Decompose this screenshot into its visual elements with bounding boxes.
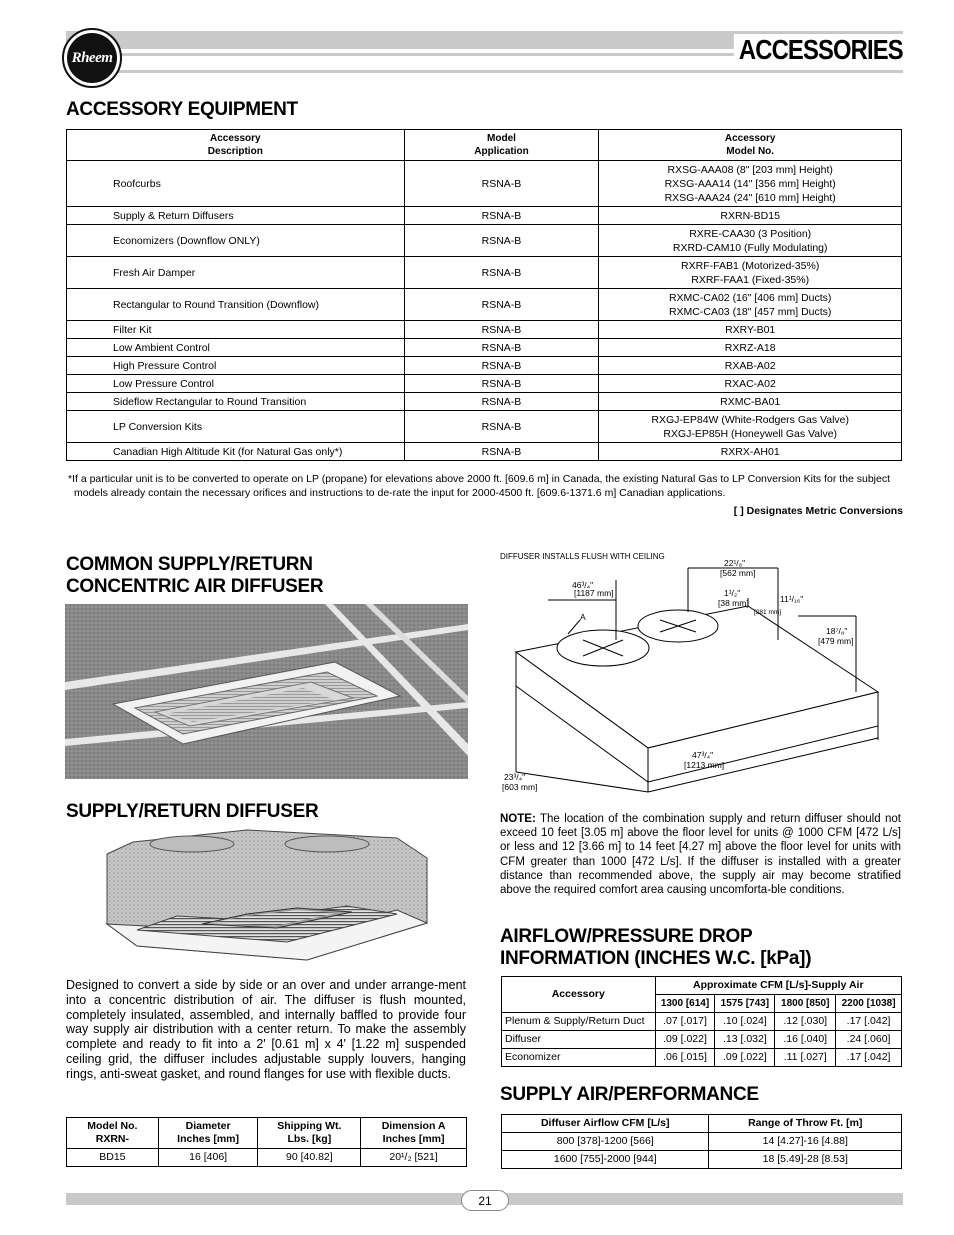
model-number: RXRY-B01	[725, 323, 776, 336]
accessory-app-cell: RSNA-B	[404, 257, 599, 289]
accessory-app-cell: RSNA-B	[404, 339, 599, 357]
table-row	[502, 1151, 902, 1169]
rxrn-diameter-cell: 16 [406]	[158, 1149, 258, 1167]
model-number: RXGJ-EP85H (Honeywell Gas Valve)	[663, 427, 838, 440]
accessory-model-cell	[599, 161, 902, 207]
dim-281mm: [281 mm]	[754, 609, 782, 616]
accessory-app-cell: RSNA-B	[404, 207, 599, 225]
dim-38mm: [38 mm]	[718, 598, 749, 608]
airflow-cfm-header: 1300 [614]	[655, 995, 715, 1013]
accessory-app-cell: RSNA-B	[404, 321, 599, 339]
airflow-value-cell: .06 [.015]	[655, 1049, 715, 1067]
table-row	[502, 1049, 902, 1067]
accessory-model-cell	[599, 339, 902, 357]
accessory-desc-cell: High Pressure Control	[67, 357, 405, 375]
accessory-desc-cell: Fresh Air Damper	[67, 257, 405, 289]
accessory-app-cell: RSNA-B	[404, 289, 599, 321]
model-number: RXSG-AAA24 (24" [610 mm] Height)	[664, 191, 836, 204]
table-header-row	[67, 130, 902, 161]
perf-col-airflow: Diffuser Airflow CFM [L/s]	[502, 1115, 709, 1133]
dim-1-1-2: 1¹/₂"	[724, 588, 741, 598]
accessory-app-cell: RSNA-B	[404, 225, 599, 257]
accessory-model-cell	[599, 357, 902, 375]
col-header-description: Accessory Description	[67, 130, 405, 161]
note-text: The location of the combination supply and return diffuser should not exceed 10 feet [3.05 m] above the floor level for units @ 1000 CFM [472 L/s] or less and 12 [3.66 m] to 14 feet [4.27 m] above the floor level for units with CFM greater than 1000 [472 L/s]. If the diffuser is installed with a greater distance than recommended above, the supply air may become stratified above the required comfort area causing uncomforta-ble conditions.	[500, 813, 901, 897]
airflow-group-header: Approximate CFM [L/s]-Supply Air	[655, 977, 901, 995]
airflow-heading: AIRFLOW/PRESSURE DROP INFORMATION (INCHES W.C. [kPa])	[500, 926, 812, 969]
accessory-desc-cell: Filter Kit	[67, 321, 405, 339]
accessory-desc-cell: Roofcurbs	[67, 161, 405, 207]
diffuser-description: Designed to convert a side by side or an over and under arrange-ment into a concentric distribution of air. The diffuser is flush mounted, completely insulated, assembled, and internally baffled to provide four way supply air distribution with a center return. To make the assembly complete and ready to fit into a 2' [0.61 m] x 4' [1.22 m] suspended ceiling grid, the diffuser includes adjustable supply louvers, hanging rings, anti-sweat gasket, and round flanges for use with flexible ducts.	[66, 978, 466, 1081]
airflow-value-cell: .13 [.032]	[715, 1031, 775, 1049]
model-number: RXSG-AAA08 (8" [203 mm] Height)	[667, 163, 833, 176]
accessory-app-cell: RSNA-B	[404, 393, 599, 411]
model-number: RXRD-CAM10 (Fully Modulating)	[672, 241, 828, 254]
perf-airflow-cell: 1600 [755]-2000 [944]	[502, 1151, 709, 1169]
accessory-table	[66, 129, 902, 461]
col-header-application: Model Application	[404, 130, 599, 161]
table-row	[67, 161, 902, 207]
accessory-desc-cell: Economizers (Downflow ONLY)	[67, 225, 405, 257]
airflow-value-cell: .17 [.042]	[836, 1013, 902, 1031]
diffuser-dimension-diagram	[498, 560, 903, 800]
accessory-model-cell	[599, 443, 902, 461]
airflow-value-cell: .09 [.022]	[655, 1031, 715, 1049]
airflow-table	[501, 976, 902, 1067]
accessory-equipment-heading: ACCESSORY EQUIPMENT	[66, 99, 298, 120]
model-number: RXGJ-EP84W (White-Rodgers Gas Valve)	[651, 413, 849, 426]
metric-note: [ ] Designates Metric Conversions	[733, 505, 903, 517]
supply-return-heading: SUPPLY/RETURN DIFFUSER	[66, 801, 319, 822]
airflow-cfm-header: 1575 [743]	[715, 995, 775, 1013]
airflow-accessory-cell: Plenum & Supply/Return Duct	[502, 1013, 656, 1031]
rxrn-weight-cell: 90 [40.82]	[258, 1149, 361, 1167]
accessory-app-cell: RSNA-B	[404, 375, 599, 393]
dim-1213mm: [1213 mm]	[684, 760, 725, 770]
model-number: RXAC-A02	[724, 377, 776, 390]
accessory-app-cell: RSNA-B	[404, 443, 599, 461]
accessory-model-cell	[599, 393, 902, 411]
dim-11-1-16: 11¹/₁₆"	[780, 594, 804, 604]
performance-heading: SUPPLY AIR/PERFORMANCE	[500, 1084, 759, 1105]
perf-col-throw: Range of Throw Ft. [m]	[709, 1115, 902, 1133]
dim-18-7-8: 18⁷/₈"	[826, 626, 848, 636]
airflow-value-cell: .10 [.024]	[715, 1013, 775, 1031]
table-row	[67, 257, 902, 289]
model-number: RXMC-CA03 (18" [457 mm] Ducts)	[668, 305, 832, 318]
dim-562mm: [562 mm]	[720, 568, 756, 578]
rxrn-col-diameter: Diameter Inches [mm]	[158, 1118, 258, 1149]
perf-throw-cell: 18 [5.49]-28 [8.53]	[709, 1151, 902, 1169]
concentric-heading: COMMON SUPPLY/RETURN CONCENTRIC AIR DIFFUSER	[66, 554, 324, 597]
rxrn-col-dimension: Dimension A Inches [mm]	[361, 1118, 467, 1149]
rheem-logo	[62, 28, 122, 88]
performance-header-row	[502, 1115, 902, 1133]
table-row	[67, 207, 902, 225]
rxrn-header-row	[67, 1118, 467, 1149]
accessory-model-cell	[599, 289, 902, 321]
airflow-col-accessory: Accessory	[502, 977, 656, 1013]
airflow-value-cell: .16 [.040]	[775, 1031, 836, 1049]
perf-airflow-cell: 800 [378]-1200 [566]	[502, 1133, 709, 1151]
rxrn-model-cell: BD15	[67, 1149, 159, 1167]
table-row	[67, 357, 902, 375]
diffuser-caption: DIFFUSER INSTALLS FLUSH WITH CEILING	[500, 552, 665, 561]
accessory-app-cell: RSNA-B	[404, 411, 599, 443]
table-row	[67, 411, 902, 443]
airflow-value-cell: .11 [.027]	[775, 1049, 836, 1067]
model-number: RXRF-FAA1 (Fixed-35%)	[691, 273, 810, 286]
model-number: RXRN-BD15	[720, 209, 780, 222]
table-row	[502, 1133, 902, 1151]
accessory-model-cell	[599, 375, 902, 393]
airflow-header-row	[502, 977, 902, 995]
model-number: RXMC-CA02 (16" [406 mm] Ducts)	[668, 291, 832, 304]
table-row	[67, 225, 902, 257]
model-number: RXAB-A02	[724, 359, 776, 372]
col-header-model: Accessory Model No.	[599, 130, 902, 161]
ceiling-diffuser-photo	[65, 604, 468, 779]
rxrn-col-weight: Shipping Wt. Lbs. [kg]	[258, 1118, 361, 1149]
airflow-cfm-header: 2200 [1038]	[836, 995, 902, 1013]
airflow-accessory-cell: Diffuser	[502, 1031, 656, 1049]
table-row	[67, 375, 902, 393]
ceiling-diffuser-illustration	[65, 604, 468, 779]
airflow-value-cell: .09 [.022]	[715, 1049, 775, 1067]
accessory-model-cell	[599, 207, 902, 225]
dim-22-1-8: 22¹/₈"	[724, 560, 746, 568]
accessory-app-cell: RSNA-B	[404, 357, 599, 375]
table-row	[67, 393, 902, 411]
model-number: RXRZ-A18	[724, 341, 776, 354]
table-row	[67, 339, 902, 357]
table-row	[67, 1149, 467, 1167]
airflow-value-cell: .07 [.017]	[655, 1013, 715, 1031]
dim-603mm: [603 mm]	[502, 782, 538, 792]
dim-label-a: A	[580, 612, 586, 622]
airflow-value-cell: .24 [.060]	[836, 1031, 902, 1049]
installation-note	[500, 812, 901, 897]
accessory-desc-cell: Canadian High Altitude Kit (for Natural Gas only*)	[67, 443, 405, 461]
airflow-accessory-cell: Economizer	[502, 1049, 656, 1067]
dim-46-3-4: 46³/₄"	[572, 580, 594, 590]
accessory-model-cell	[599, 257, 902, 289]
page-title: ACCESSORIES	[734, 34, 903, 66]
rxrn-table	[66, 1117, 467, 1167]
perf-throw-cell: 14 [4.27]-16 [4.88]	[709, 1133, 902, 1151]
rxrn-dimension-cell: 20¹/₂ [521]	[361, 1149, 467, 1167]
model-number: RXMC-BA01	[720, 395, 781, 408]
accessory-app-cell: RSNA-B	[404, 161, 599, 207]
airflow-cfm-header: 1800 [850]	[775, 995, 836, 1013]
supply-return-diffuser-illustration	[97, 828, 437, 968]
dim-47-3-4: 47³/₄"	[692, 750, 714, 760]
airflow-value-cell: .12 [.030]	[775, 1013, 836, 1031]
dim-479mm: [479 mm]	[818, 636, 854, 646]
model-number: RXSG-AAA14 (14" [356 mm] Height)	[664, 177, 836, 190]
accessory-desc-cell: Sideflow Rectangular to Round Transition	[67, 393, 405, 411]
page-number: 21	[461, 1190, 509, 1211]
accessory-desc-cell: LP Conversion Kits	[67, 411, 405, 443]
header-line-2	[66, 70, 903, 73]
table-row	[502, 1013, 902, 1031]
dim-23-3-4: 23³/₄"	[504, 772, 526, 782]
table-row	[67, 443, 902, 461]
accessory-model-cell	[599, 411, 902, 443]
supply-return-diffuser-photo	[97, 828, 437, 968]
model-number: RXRX-AH01	[720, 445, 780, 458]
table-row	[67, 321, 902, 339]
accessory-desc-cell: Low Pressure Control	[67, 375, 405, 393]
rxrn-col-model: Model No. RXRN-	[67, 1118, 159, 1149]
accessory-desc-cell: Low Ambient Control	[67, 339, 405, 357]
table-row	[502, 1031, 902, 1049]
accessory-model-cell	[599, 321, 902, 339]
table-row	[67, 289, 902, 321]
accessory-desc-cell: Supply & Return Diffusers	[67, 207, 405, 225]
model-number: RXRE-CAA30 (3 Position)	[689, 227, 812, 240]
logo-text: Rheem	[71, 49, 113, 66]
airflow-value-cell: .17 [.042]	[836, 1049, 902, 1067]
performance-table	[501, 1114, 902, 1169]
footnote: *If a particular unit is to be converted to operate on LP (propane) for elevations above 2000 ft. [609.6 m] in Canada, the existing Natural Gas to LP Conversion Kits for the subject models already contain the necessary orifices and instructions to de-rate the input for 2000-4500 ft. [609.6-1371.6 m] Canadian applications.	[68, 473, 891, 499]
dim-1187mm: [1187 mm]	[574, 588, 614, 598]
note-label: NOTE:	[500, 813, 536, 825]
model-number: RXRF-FAB1 (Motorized-35%)	[681, 259, 820, 272]
accessory-desc-cell: Rectangular to Round Transition (Downflow)	[67, 289, 405, 321]
accessory-model-cell	[599, 225, 902, 257]
